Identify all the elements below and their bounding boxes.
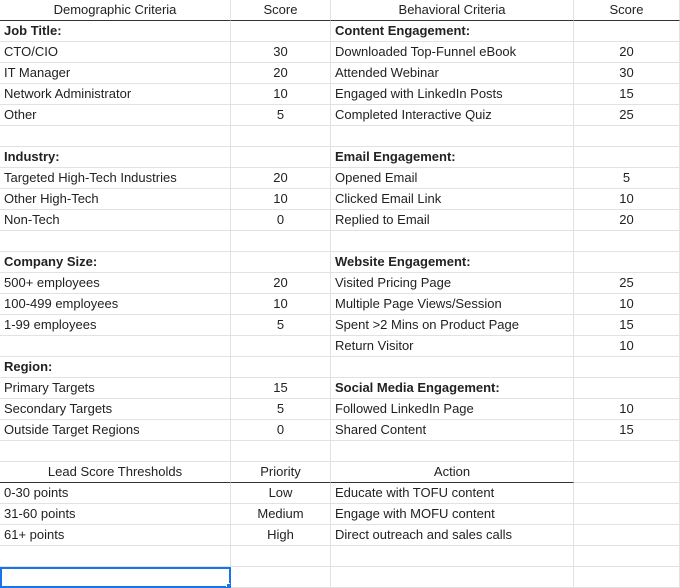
sheet-cell[interactable] [0, 336, 231, 357]
header-cell[interactable]: Score [231, 0, 331, 21]
sheet-cell[interactable]: 10 [231, 294, 331, 315]
sheet-cell[interactable]: Primary Targets [0, 378, 231, 399]
sheet-cell[interactable] [331, 441, 574, 462]
fill-handle[interactable] [226, 583, 231, 588]
sheet-cell[interactable]: Non-Tech [0, 210, 231, 231]
sheet-cell[interactable]: 5 [574, 168, 680, 189]
sheet-cell[interactable]: 5 [231, 315, 331, 336]
sheet-cell[interactable] [331, 357, 574, 378]
sheet-row [0, 189, 680, 210]
sheet-cell[interactable]: Return Visitor [331, 336, 574, 357]
sheet-cell[interactable] [574, 504, 680, 525]
sheet-cell[interactable]: Social Media Engagement: [331, 378, 574, 399]
sheet-cell[interactable] [231, 546, 331, 567]
sheet-row [0, 462, 680, 483]
sheet-cell[interactable]: Medium [231, 504, 331, 525]
sheet-cell[interactable]: IT Manager [0, 63, 231, 84]
sheet-cell[interactable] [574, 441, 680, 462]
sheet-cell[interactable]: High [231, 525, 331, 546]
sheet-row [0, 357, 680, 378]
sheet-row [0, 147, 680, 168]
sheet-cell[interactable]: 20 [574, 42, 680, 63]
sheet-cell[interactable]: 25 [574, 273, 680, 294]
sheet-cell[interactable]: CTO/CIO [0, 42, 231, 63]
sheet-cell[interactable] [231, 336, 331, 357]
sheet-cell[interactable]: Website Engagement: [331, 252, 574, 273]
header-cell[interactable]: Score [574, 0, 680, 21]
sheet-cell[interactable]: 0 [231, 420, 331, 441]
sheet-cell[interactable]: Clicked Email Link [331, 189, 574, 210]
sheet-cell[interactable]: 0 [231, 210, 331, 231]
sheet-row [0, 84, 680, 105]
sheet-row [0, 399, 680, 420]
sheet-cell[interactable]: Other High-Tech [0, 189, 231, 210]
sheet-row [0, 231, 680, 252]
sheet-cell[interactable] [231, 567, 331, 588]
sheet-row [0, 315, 680, 336]
sheet-cell[interactable]: Followed LinkedIn Page [331, 399, 574, 420]
sheet-cell[interactable]: 10 [574, 294, 680, 315]
sheet-cell[interactable]: Attended Webinar [331, 63, 574, 84]
sheet-cell[interactable] [231, 21, 331, 42]
sheet-cell[interactable]: Spent >2 Mins on Product Page [331, 315, 574, 336]
sheet-cell[interactable]: Company Size: [0, 252, 231, 273]
header-cell[interactable]: Lead Score Thresholds [0, 462, 231, 483]
sheet-row [0, 273, 680, 294]
sheet-cell[interactable]: Shared Content [331, 420, 574, 441]
sheet-row [0, 483, 680, 504]
sheet-row [0, 21, 680, 42]
sheet-cell[interactable]: 10 [231, 84, 331, 105]
sheet-cell[interactable] [231, 252, 331, 273]
sheet-cell[interactable] [574, 483, 680, 504]
sheet-cell[interactable] [574, 126, 680, 147]
sheet-cell[interactable]: 20 [231, 168, 331, 189]
sheet-cell[interactable]: 15 [574, 84, 680, 105]
sheet-cell[interactable] [0, 567, 231, 588]
sheet-cell[interactable]: Targeted High-Tech Industries [0, 168, 231, 189]
sheet-cell[interactable] [231, 441, 331, 462]
sheet-cell[interactable]: 500+ employees [0, 273, 231, 294]
sheet-cell[interactable] [574, 252, 680, 273]
sheet-cell[interactable]: 15 [574, 315, 680, 336]
sheet-cell[interactable]: 0-30 points [0, 483, 231, 504]
sheet-row [0, 252, 680, 273]
sheet-cell[interactable]: Content Engagement: [331, 21, 574, 42]
sheet-cell[interactable]: Direct outreach and sales calls [331, 525, 574, 546]
header-cell[interactable]: Action [331, 462, 574, 483]
sheet-cell[interactable] [574, 21, 680, 42]
sheet-cell[interactable]: 10 [574, 399, 680, 420]
sheet-row [0, 378, 680, 399]
sheet-row [0, 210, 680, 231]
sheet-row [0, 105, 680, 126]
sheet-cell[interactable]: Completed Interactive Quiz [331, 105, 574, 126]
sheet-cell[interactable] [331, 567, 574, 588]
sheet-cell[interactable]: Secondary Targets [0, 399, 231, 420]
sheet-cell[interactable] [331, 546, 574, 567]
sheet-cell[interactable] [331, 231, 574, 252]
sheet-row [0, 567, 680, 588]
sheet-cell[interactable]: Job Title: [0, 21, 231, 42]
sheet-cell[interactable]: Outside Target Regions [0, 420, 231, 441]
sheet-cell[interactable]: 100-499 employees [0, 294, 231, 315]
sheet-row [0, 504, 680, 525]
sheet-cell[interactable]: Engage with MOFU content [331, 504, 574, 525]
sheet-cell[interactable] [331, 126, 574, 147]
sheet-cell[interactable] [231, 357, 331, 378]
sheet-cell[interactable]: Replied to Email [331, 210, 574, 231]
sheet-cell[interactable]: 20 [231, 273, 331, 294]
sheet-cell[interactable] [574, 231, 680, 252]
sheet-cell[interactable] [0, 231, 231, 252]
sheet-cell[interactable]: 20 [574, 210, 680, 231]
sheet-cell[interactable]: 61+ points [0, 525, 231, 546]
sheet-row [0, 336, 680, 357]
sheet-cell[interactable]: Region: [0, 357, 231, 378]
sheet-row [0, 168, 680, 189]
sheet-cell[interactable] [0, 126, 231, 147]
sheet-cell[interactable]: 15 [231, 378, 331, 399]
sheet-cell[interactable] [574, 147, 680, 168]
sheet-cell[interactable]: 5 [231, 399, 331, 420]
sheet-cell[interactable]: 5 [231, 105, 331, 126]
sheet-cell[interactable]: 10 [574, 336, 680, 357]
sheet-cell[interactable] [231, 231, 331, 252]
sheet-cell[interactable]: 20 [231, 63, 331, 84]
sheet-cell[interactable]: 30 [574, 63, 680, 84]
sheet-row [0, 294, 680, 315]
sheet-row [0, 525, 680, 546]
sheet-row [0, 63, 680, 84]
sheet-cell[interactable] [574, 546, 680, 567]
sheet-cell[interactable]: 1-99 employees [0, 315, 231, 336]
sheet-cell[interactable] [574, 567, 680, 588]
sheet-cell[interactable] [0, 546, 231, 567]
sheet-cell[interactable] [0, 441, 231, 462]
sheet-cell[interactable]: 10 [574, 189, 680, 210]
sheet-cell[interactable]: Industry: [0, 147, 231, 168]
sheet-cell[interactable]: 15 [574, 420, 680, 441]
sheet-cell[interactable]: Educate with TOFU content [331, 483, 574, 504]
header-cell[interactable]: Behavioral Criteria [331, 0, 574, 21]
header-cell[interactable]: Priority [231, 462, 331, 483]
sheet-cell[interactable]: 10 [231, 189, 331, 210]
sheet-cell[interactable]: Visited Pricing Page [331, 273, 574, 294]
sheet-row [0, 0, 680, 21]
sheet-row [0, 546, 680, 567]
sheet-cell[interactable]: Low [231, 483, 331, 504]
sheet-cell[interactable]: 30 [231, 42, 331, 63]
sheet-cell[interactable] [574, 378, 680, 399]
sheet-row [0, 126, 680, 147]
sheet-cell[interactable] [231, 126, 331, 147]
sheet-cell[interactable]: 25 [574, 105, 680, 126]
sheet-row [0, 42, 680, 63]
sheet-cell[interactable]: 31-60 points [0, 504, 231, 525]
sheet-cell[interactable] [574, 525, 680, 546]
sheet-cell[interactable]: Opened Email [331, 168, 574, 189]
sheet-cell[interactable] [231, 147, 331, 168]
sheet-cell[interactable]: Other [0, 105, 231, 126]
sheet-row [0, 420, 680, 441]
sheet-row [0, 441, 680, 462]
sheet-cell[interactable]: Engaged with LinkedIn Posts [331, 84, 574, 105]
sheet-cell[interactable]: Downloaded Top-Funnel eBook [331, 42, 574, 63]
header-cell[interactable]: Demographic Criteria [0, 0, 231, 21]
sheet-cell[interactable]: Multiple Page Views/Session [331, 294, 574, 315]
header-cell[interactable] [574, 462, 680, 483]
sheet-cell[interactable]: Network Administrator [0, 84, 231, 105]
sheet-cell[interactable] [574, 357, 680, 378]
sheet-cell[interactable]: Email Engagement: [331, 147, 574, 168]
